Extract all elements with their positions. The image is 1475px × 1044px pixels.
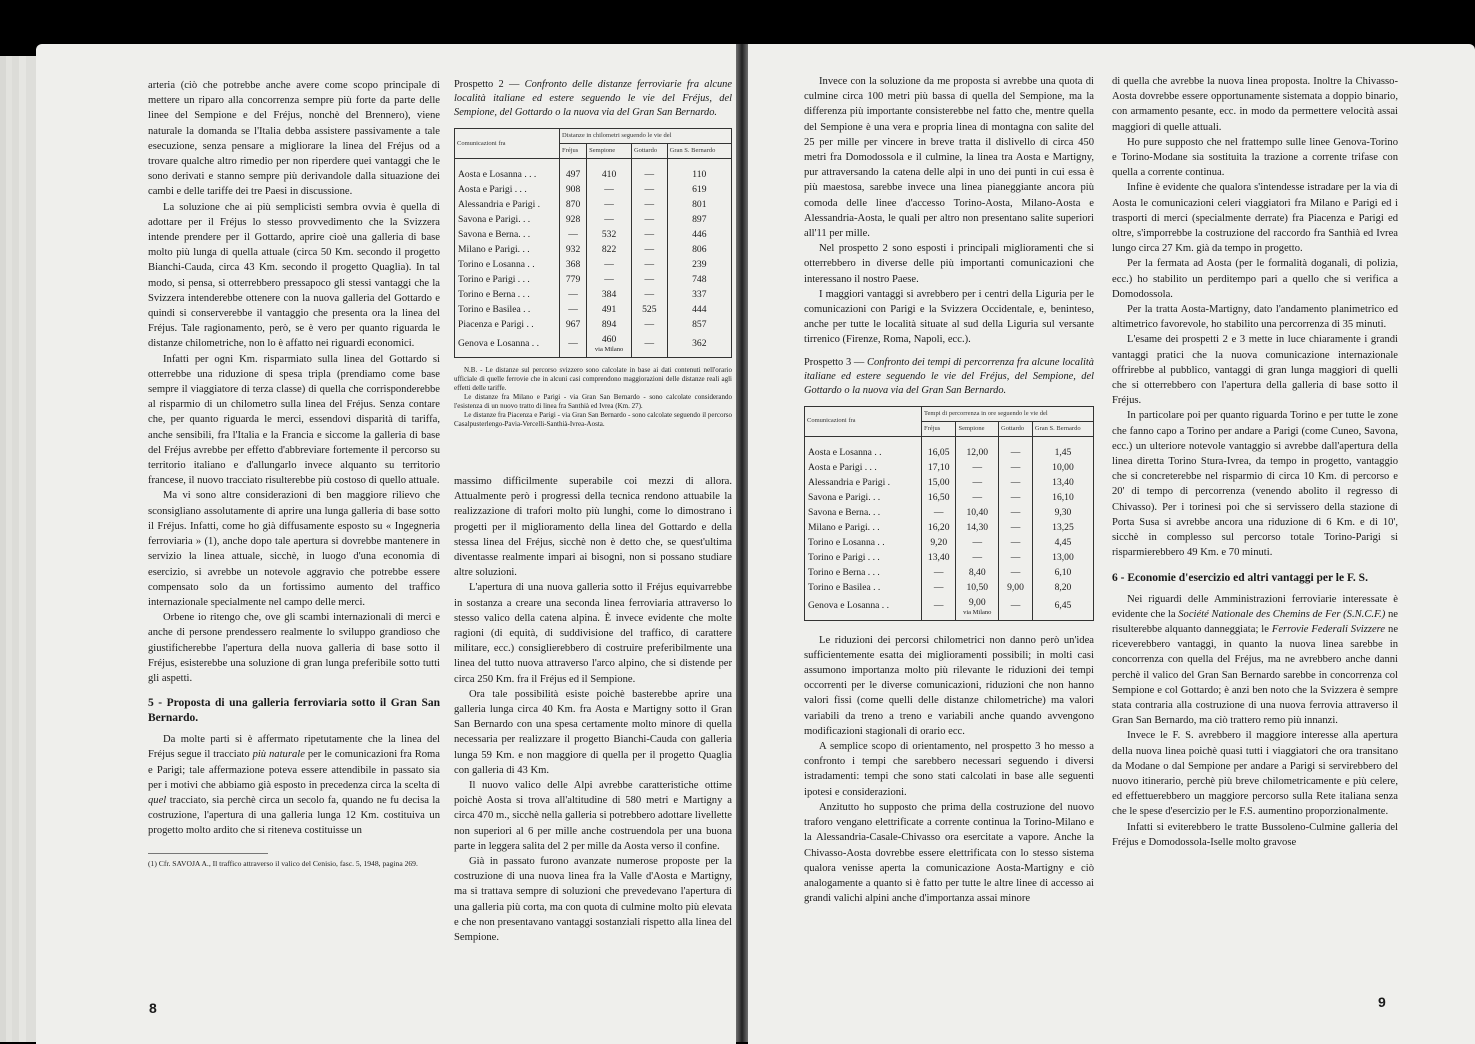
value-cell: — (956, 535, 999, 550)
paragraph: La soluzione che ai più semplicisti sembra ovvia è quella di adottare per il Fréjus lo stesso provvedimento che la Svizzera intende prendere per il Gottardo, aprire cioè una galleria di base molto più lunga di quella attuale (circa 50 Km. secondo il progetto Bianchi-Cauda, circa 43 Km. secondo il progetto Quaglia). In tal modo, si pensa, si otterrebbero pressapoco gli stessi vantaggi che la Svizzera intenderebbe ottenere con la nuova galleria del Gottardo e quindi si conserverebbe il vantaggio che presenta ora la linea del Fréjus. Tale ragionamento, però, se è vero per quanto riguarda le distanze chilometriche, non lo è affatto nei riguardi economici. (148, 201, 440, 350)
value-cell: 444 (667, 303, 731, 318)
table-row (805, 475, 1094, 490)
left-column-1 (148, 78, 440, 869)
value-cell: — (631, 288, 667, 303)
value-cell: — (560, 228, 587, 243)
value-cell: 337 (667, 288, 731, 303)
value-cell: 17,10 (922, 460, 956, 475)
value-cell: — (631, 183, 667, 198)
section-5-heading: 5 - Proposta di una galleria ferroviaria sotto il Gran San Bernardo. (148, 697, 440, 725)
paragraph: Anzitutto ho supposto che prima della costruzione del nuovo traforo vengano elettrificate a corrente continua la Torino-Milano e la Alessandria-Casale-Chivasso ora esercitate a vapore. Anche la Chivasso-Aosta dovrebbe essere elettrificata con lo stesso sistema qualora venisse aperta la comunicazione Aosta-Martigny e ciò analogamente a quanto si è fatto per tutte le altre linee di accesso ai grandi valichi alpini anche d'importanza assai minore (804, 801, 1094, 905)
value-cell: 368 (560, 258, 587, 273)
col-header: Sempione (956, 421, 999, 436)
table-row (805, 580, 1094, 595)
col-header: Fréjus (922, 421, 956, 436)
paragraph: Orbene io ritengo che, ove gli scambi internazionali di merci e anche di persone prendessero realmente lo sviluppo grandioso che giustificherebbe l'apertura della nuova galleria di base sotto il Fréjus, esisterebbe una soluzione di gran lunga preferibile sotto tutti gli aspetti. (148, 612, 440, 684)
value-cell: 362 (667, 333, 731, 358)
value-cell: — (631, 318, 667, 333)
table-row (805, 550, 1094, 565)
value-cell: 10,00 (1032, 460, 1093, 475)
page-stack-edges (0, 56, 40, 1042)
value-cell: 908 (560, 183, 587, 198)
route-cell: Aosta e Losanna . . . (455, 159, 560, 183)
value-cell: 239 (667, 258, 731, 273)
section-6-heading: 6 - Economie d'esercizio ed altri vantaggi per le F. S. (1112, 571, 1368, 584)
page-number: 8 (149, 1000, 157, 1016)
value-cell: — (587, 213, 632, 228)
paragraph: I maggiori vantaggi si avrebbero per i centri della Liguria per le comunicazioni con Parigi e la Svizzera Occidentale, e, beninteso, anche per tutte le località situate al sud della Liguria sul versante tirrenico (Firenze, Roma, Napoli, ecc.). (804, 288, 1094, 346)
table-row (805, 436, 1094, 460)
value-cell: 491 (587, 303, 632, 318)
value-cell: — (999, 460, 1033, 475)
value-cell: — (999, 520, 1033, 535)
table-row (805, 595, 1094, 620)
col-header: Fréjus (560, 144, 587, 159)
prospetto-2-notes (454, 366, 732, 429)
via-milano-note: via Milano (963, 608, 992, 616)
table-row (455, 333, 732, 358)
note: N.B. - Le distanze sul percorso svizzero sono calcolate in base ai dati contenuti nell'orario ufficiale di quelle ferrovie che in alcuni casi comprendono maggiorazioni delle distanze reali agli effetti delle tariffe. (454, 366, 732, 392)
paragraph: A semplice scopo di orientamento, nel prospetto 3 ho messo a confronto i tempi che sarebbero necessari seguendo i diversi istradamenti: tempi che sono stati calcolati in base alle seguenti ipotesi e considerazioni. (804, 741, 1094, 798)
route-cell: Aosta e Parigi . . . (455, 183, 560, 198)
col-header: Gottardo (631, 144, 667, 159)
route-cell: Torino e Losanna . . (455, 258, 560, 273)
value-cell: — (631, 228, 667, 243)
value-cell: — (922, 565, 956, 580)
paragraph: Ho pure supposto che nel frattempo sulle linee Genova-Torino e Torino-Modane sia sostituita la trazione a corrente trifase con quella a corrente continua. (1112, 136, 1398, 179)
table-row (455, 273, 732, 288)
prospetto-3-caption: Prospetto 3 — Confronto dei tempi di percorrenza fra alcune località italiane ed estere seguendo le vie del Fréjus, del Sempione, del Gottardo o la nuova via del Gran San Bernardo. (804, 356, 1094, 396)
route-cell: Genova e Losanna . . (805, 595, 922, 620)
value-cell: — (560, 303, 587, 318)
table-row (455, 288, 732, 303)
col-header-route: Comunicazioni fra (805, 406, 922, 436)
paragraph: Invece con la soluzione da me proposta si avrebbe una quota di culmine circa 100 metri più bassa di quella del Sempione, ma la differenza più importante consisterebbe nel fatto che, mentre quella del Sempione è una vera e propria linea di montagna con salite del 25 per mille per vincere in breve tratta il dislivello di circa 450 metri fra Domodossola e il culmine, la linea tra Aosta e Martigny, pur attraversando la catena delle alpi in uno dei punti in cui essa è più maestosa, sarebbe invece una linea pianeggiante ancora più comoda delle linee d'accesso Torino-Aosta, Milano-Aosta e Alessandria-Aosta, le quali per altro non presentano salite superiori all'11 per mille. (804, 76, 1094, 240)
route-cell: Torino e Berna . . . (455, 288, 560, 303)
via-milano-note: via Milano (594, 346, 624, 353)
value-cell: — (631, 243, 667, 258)
paragraph: Infine è evidente che qualora s'intendesse istradare per la via di Aosta le comunicazioni celeri viaggiatori fra Milano e Parigi ed i trasporti di merci (specialmente derrate) fra Piacenza e Parigi ed oltre, s'imporrebbe la costruzione del raccordo fra Santhià ed Ivrea lungo circa 27 Km. già da tempo in progetto. (1112, 182, 1398, 255)
col-header-group: Distanze in chilometri seguendo le vie del (560, 129, 732, 144)
route-cell: Milano e Parigi. . . (455, 243, 560, 258)
table-row (455, 303, 732, 318)
value-cell: 870 (560, 198, 587, 213)
route-cell: Savona e Parigi. . . (455, 213, 560, 228)
col-header: Gran S. Bernardo (667, 144, 731, 159)
table-row (455, 213, 732, 228)
paragraph: L'apertura di una nuova galleria sotto il Fréjus equivarrebbe in sostanza a creare una seconda linea ferroviaria attraverso lo stesso valico della catena alpina. È invece evidente che molte ragioni (di equità, di suddivisione del traffico, di carattere militare, ecc.) consiglierebbero di costruire preferibilmente una linea del tutto nuova attraverso l'arco alpino, che si distende per circa 250 Km. fra il Fréjus ed il Sempione. (454, 582, 732, 685)
paragraph: arteria (ciò che potrebbe anche avere come scopo principale di mettere un riparo alla concorrenza sempre più forte da parte delle linee del Sempione e del Fréjus, nonchè del Brennero), viene naturale la domanda se l'Italia debba assistere passivamente a tale esecuzione, senza pensare a migliorare la linea del Fréjus od a trovare qualche altro rimedio per non riperdere quei vantaggi che le sono derivati e stanno sempre più derivandole dalla situazione dei cambi e delle tariffe dei tre Paesi in discussione. (148, 80, 440, 198)
value-cell: 9,00 via Milano (956, 595, 999, 620)
table-row (805, 505, 1094, 520)
route-cell: Aosta e Losanna . . (805, 436, 922, 460)
route-cell: Torino e Parigi . . . (455, 273, 560, 288)
route-cell: Torino e Berna . . . (805, 565, 922, 580)
paragraph: Nei riguardi delle Amministrazioni ferroviarie interessate è evidente che la Société Nationale des Chemins de Fer (S.N.C.F.) ne risulterebbe alquanto danneggiata; le Ferrovie Federali Svizzere ne riceverebbero vantaggi, in quanto la nuova linea sarebbe in concorrenza con quella del Fréjus, ma ne avrebbero anche danni perchè il valico del Gran San Bernardo sarebbe in concorrenza col Sempione e col Gottardo; è anzi ben noto che la Svizzera è sempre stata contraria alla costruzione di una nuova ferrovia attraverso il Gran San Bernardo, ma ciò trattero remo più innanzi. (1112, 593, 1399, 727)
table-row (455, 159, 732, 183)
page-number: 9 (1378, 994, 1386, 1010)
value-cell: 10,50 (956, 580, 999, 595)
value-cell: 6,10 (1032, 565, 1093, 580)
route-cell: Savona e Berna. . . (455, 228, 560, 243)
value-cell: 748 (667, 273, 731, 288)
value-cell: 1,45 (1032, 436, 1093, 460)
paragraph: Il nuovo valico delle Alpi avrebbe caratteristiche ottime poichè Aosta si trova all'altitudine di 580 metri e Martigny a circa 470 m., sicchè nella galleria si potrebbero adottare livellette non superiori al 6 per mille anche costruendola per una buona parte in leggera salita del 2 per mille da Aosta verso il confine. (454, 780, 732, 852)
paragraph: massimo difficilmente superabile coi mezzi di allora. Attualmente però i progressi della tecnica rendono attuabile la realizzazione di trafori molto più lunghi, come lo dimostrano i progetti per il miglioramento della linea del Gottardo e della stessa linea del Fréjus, sicchè non è detto che, se quest'ultima diventasse realmente impari ai bisogni, non si possano studiare altre soluzioni. (454, 476, 732, 579)
route-cell: Alessandria e Parigi . (805, 475, 922, 490)
value-cell: 9,00 (999, 580, 1033, 595)
value-cell: — (922, 595, 956, 620)
col-header-route: Comunicazioni fra (455, 129, 560, 159)
col-header-group: Tempi di percorrenza in ore seguendo le vie del (922, 406, 1094, 421)
value-cell: 779 (560, 273, 587, 288)
route-cell: Alessandria e Parigi . (455, 198, 560, 213)
table-row (455, 228, 732, 243)
value-cell: 801 (667, 198, 731, 213)
value-cell: — (560, 288, 587, 303)
value-cell: — (560, 333, 587, 358)
value-cell: — (956, 550, 999, 565)
col-header: Gran S. Bernardo (1032, 421, 1093, 436)
paragraph: Da molte parti si è affermato ripetutamente che la linea del Fréjus segue il tracciato più naturale per le comunicazioni fra Roma e Parigi; tale affermazione poteva essere attendibile in passato sia per i motivi che abbiamo già esposto in precedenza circa la scelta di quel tracciato, sia perchè circa un secolo fa, quando ne fu decisa la costruzione, l'apertura di una galleria lunga 12 Km. costituiva un progetto molto ardito che si riteneva costituisse un (148, 734, 440, 837)
value-cell: — (631, 159, 667, 183)
value-cell: 894 (587, 318, 632, 333)
left-page (36, 44, 736, 1044)
value-cell: — (922, 580, 956, 595)
value-cell: — (631, 213, 667, 228)
paragraph: Per la tratta Aosta-Martigny, dato l'andamento planimetrico ed altimetrico favorevole, ho stabilito una percorrenza di 35 minuti. (1112, 304, 1398, 331)
paragraph: Nel prospetto 2 sono esposti i principali miglioramenti che si otterrebbero in diverse delle più importanti comunicazioni che interessano il nostro Paese. (804, 243, 1094, 285)
paragraph: L'esame dei prospetti 2 e 3 mette in luce chiaramente i grandi vantaggi pratici che la nuova comunicazione internazionale offrirebbe al pubblico, vantaggi di gran lunga maggiori di quelli che si otterrebbero con l'apertura della galleria di base sotto il Fréjus. (1112, 334, 1398, 407)
table-row (455, 243, 732, 258)
route-cell: Torino e Losanna . . (805, 535, 922, 550)
route-cell: Savona e Parigi. . . (805, 490, 922, 505)
value-cell: — (999, 505, 1033, 520)
book-gutter (736, 44, 748, 1042)
table-row (805, 535, 1094, 550)
value-cell: — (587, 258, 632, 273)
paragraph: Già in passato furono avanzate numerose proposte per la costruzione di una nuova linea fra la Valle d'Aosta e Martigny, ma si trattava sempre di soluzioni che prevedevano l'apertura di una galleria più corta, ma con quota di culmine molto più elevata e che non presentavano vantaggi sostanziali rispetto alla linea del Sempione. (454, 856, 732, 944)
value-cell: 9,30 (1032, 505, 1093, 520)
value-cell: 13,40 (922, 550, 956, 565)
col-header: Sempione (587, 144, 632, 159)
value-cell: 16,10 (1032, 490, 1093, 505)
value-cell: — (999, 565, 1033, 580)
value-cell: 110 (667, 159, 731, 183)
route-cell: Genova e Losanna . . (455, 333, 560, 358)
value-cell: 13,00 (1032, 550, 1093, 565)
value-cell: 928 (560, 213, 587, 228)
value-cell: 532 (587, 228, 632, 243)
note: Le distanze fra Piacenza e Parigi - via Gran San Bernardo - sono calcolate seguendo il percorso Casalpusterlengo-Pavia-Vercelli-Santhià-Ivrea-Aosta. (454, 411, 732, 428)
prospetto-2-table (454, 128, 732, 358)
route-cell: Milano e Parigi. . . (805, 520, 922, 535)
paragraph: Infatti per ogni Km. risparmiato sulla linea del Gottardo si otterrebbe una riduzione di spesa tripla (prendiamo come base sempre il viaggiatore di terza classe) di quella che corrisponderebbe al risparmio di un chilometro sulla linea del Fréjus. Senza contare che, per quanto riguarda le merci, essendovi disparità di tariffa, anche sensibili, fra l'Italia e la Francia e siccome la galleria di base del Fréjus avrebbe per effetto d'abbreviare fortemente il percorso su territorio italiano e d'allungarlo invece alquanto su territorio francese, il nuovo tracciato risulterebbe più costoso di quello attuale. (148, 353, 440, 487)
value-cell: 13,40 (1032, 475, 1093, 490)
right-column-1 (804, 74, 1094, 906)
value-cell: 16,50 (922, 490, 956, 505)
value-cell: — (999, 475, 1033, 490)
table-row (805, 565, 1094, 580)
paragraph: Ora tale possibilità esiste poichè basterebbe aprire una galleria lunga circa 40 Km. fra Aosta e Martigny sotto il Gran San Bernardo con una spesa certamente molto minore di quella necessaria per realizzare il progetto Bianchi-Cauda con galleria lunga 59 Km. e non maggiore di quella per il progetto Quaglia con galleria di 43 Km. (454, 688, 732, 776)
value-cell: 897 (667, 213, 731, 228)
value-cell: 857 (667, 318, 731, 333)
value-cell: 497 (560, 159, 587, 183)
right-column-2 (1112, 74, 1398, 850)
value-cell: 12,00 (956, 436, 999, 460)
route-cell: Savona e Berna. . . (805, 505, 922, 520)
route-cell: Torino e Basilea . . (805, 580, 922, 595)
table-row (455, 258, 732, 273)
value-cell: 932 (560, 243, 587, 258)
value-cell: — (956, 460, 999, 475)
value-cell: — (999, 490, 1033, 505)
note: Le distanze fra Milano e Parigi - via Gran San Bernardo - sono calcolate considerando l'esistenza di un nuovo tratto di linea fra Santhià ed Ivrea (Km. 27). (454, 393, 732, 410)
right-page (748, 44, 1475, 1044)
value-cell: — (631, 258, 667, 273)
value-cell: 9,20 (922, 535, 956, 550)
value-cell: 16,05 (922, 436, 956, 460)
value-cell: — (999, 436, 1033, 460)
value-cell: 8,20 (1032, 580, 1093, 595)
paragraph: Ma vi sono altre considerazioni di ben maggiore rilievo che sconsigliano assolutamente di aprire una lunga galleria di base sotto il Fréjus. Infatti, come ho già diffusamente esposto su « Ingegneria ferroviaria » (1), anche dopo tale apertura si dovrebbe mantenere in servizio la linea attuale, sicchè, in luogo d'una economia di esercizio, si avrebbe un notevole aggravio che potrebbe essere compensato solo da un fortissimo aumento del traffico internazionale specialmente nel campo delle merci. (148, 490, 440, 608)
value-cell: — (631, 273, 667, 288)
value-cell: 410 (587, 159, 632, 183)
paragraph: Infatti si eviterebbero le tratte Bussoleno-Culmine galleria del Fréjus e Domodossola-Iselle molto gravose (1112, 821, 1398, 848)
value-cell: 822 (587, 243, 632, 258)
value-cell: 446 (667, 228, 731, 243)
prospetto-2-caption: Prospetto 2 — Confronto delle distanze ferroviarie fra alcune località italiane ed estere seguendo le vie del Fréjus, del Sempione, del Gottardo o la nuova via del Gran San Bernardo. (454, 79, 732, 118)
value-cell: — (999, 595, 1033, 620)
value-cell: 14,30 (956, 520, 999, 535)
value-cell: 806 (667, 243, 731, 258)
table-row (455, 183, 732, 198)
value-cell: 10,40 (956, 505, 999, 520)
value-cell: 8,40 (956, 565, 999, 580)
route-cell: Torino e Basilea . . (455, 303, 560, 318)
value-cell: — (587, 183, 632, 198)
value-cell: — (631, 333, 667, 358)
route-cell: Aosta e Parigi . . . (805, 460, 922, 475)
paragraph: di quella che avrebbe la nuova linea proposta. Inoltre la Chivasso-Aosta dovrebbe essere opportunamente sistemata a doppio binario, con armamento pesante, ecc. in modo da permettere velocità assai maggiori di quelle attuali. (1112, 76, 1398, 133)
prospetto-3-table (804, 406, 1094, 621)
table-row (455, 198, 732, 213)
value-cell: 16,20 (922, 520, 956, 535)
paragraph: Per la fermata ad Aosta (per le formalità doganali, di polizia, ecc.) ho stabilito un perditempo pari a quello che si verifica a Domodossola. (1112, 258, 1398, 300)
value-cell: — (956, 490, 999, 505)
table-row (805, 460, 1094, 475)
value-cell: 15,00 (922, 475, 956, 490)
value-cell: 967 (560, 318, 587, 333)
paragraph: Invece le F. S. avrebbero il maggiore interesse alla apertura della nuova linea poichè quasi tutti i viaggiatori che ora transitano da Modane o dal Sempione per andare a Parigi si servirebbero del nuovo itinerario, perchè più breve chilometricamente e più celere, ed effettuerebbero un maggiore percorso sulla Rete italiana senza che le spese d'esercizio per le F.S. aumentino proporzionalmente. (1112, 730, 1398, 818)
table-row (805, 520, 1094, 535)
value-cell: 619 (667, 183, 731, 198)
value-cell: — (631, 198, 667, 213)
value-cell: — (587, 273, 632, 288)
value-cell: 6,45 (1032, 595, 1093, 620)
col-header: Gottardo (999, 421, 1033, 436)
value-cell: — (999, 535, 1033, 550)
value-cell: 13,25 (1032, 520, 1093, 535)
value-cell: 525 (631, 303, 667, 318)
table-row (805, 490, 1094, 505)
route-cell: Torino e Parigi . . . (805, 550, 922, 565)
left-column-2 (454, 78, 732, 429)
paragraph: Le riduzioni dei percorsi chilometrici non danno però un'idea sufficientemente esatta dei miglioramenti possibili; in molti casi assumono importanza molto più rilevante le riduzioni dei tempi occorrenti per le diverse comunicazioni, riduzioni che non hanno valori fissi (come quelli delle distanze chilometriche) ma valori variabili da treno a treno e variabili anche quando avvengono modificazioni stagionali di orario ecc. (804, 634, 1094, 737)
value-cell: — (956, 475, 999, 490)
table-row (455, 318, 732, 333)
value-cell: 460 via Milano (587, 333, 632, 358)
paragraph: In particolare poi per quanto riguarda Torino e per tutte le zone che fanno capo a Torino per andare a Parigi (come Cuneo, Savona, ecc.) un ulteriore notevole vantaggio si avrebbe dall'apertura della linea diretta Torino Stura-Ivrea, da tempo in progetto, vantaggio che si concreterebbe nel risparmio di circa 10 Km. di percorso e 20' di tempo di percorrenza (venendo abolito il regresso di Chivasso). Per i torinesi poi che si servissero della stazione di Porta Susa si avrebbe ancora una riduzione di 6 Km. e di 10', sicchè in complesso sul percorso totale Torino-Parigi si risparmierebbero 49 Km. e 70 minuti. (1112, 410, 1398, 559)
value-cell: 384 (587, 288, 632, 303)
footnote: (1) Cfr. SAVOJA A., Il traffico attraverso il valico del Cenisio, fasc. 5, 1948, pagina 269. (148, 853, 268, 869)
value-cell: — (587, 198, 632, 213)
value-cell: 4,45 (1032, 535, 1093, 550)
value-cell: — (999, 550, 1033, 565)
left-column-2-text (454, 474, 732, 945)
value-cell: — (922, 505, 956, 520)
route-cell: Piacenza e Parigi . . (455, 318, 560, 333)
